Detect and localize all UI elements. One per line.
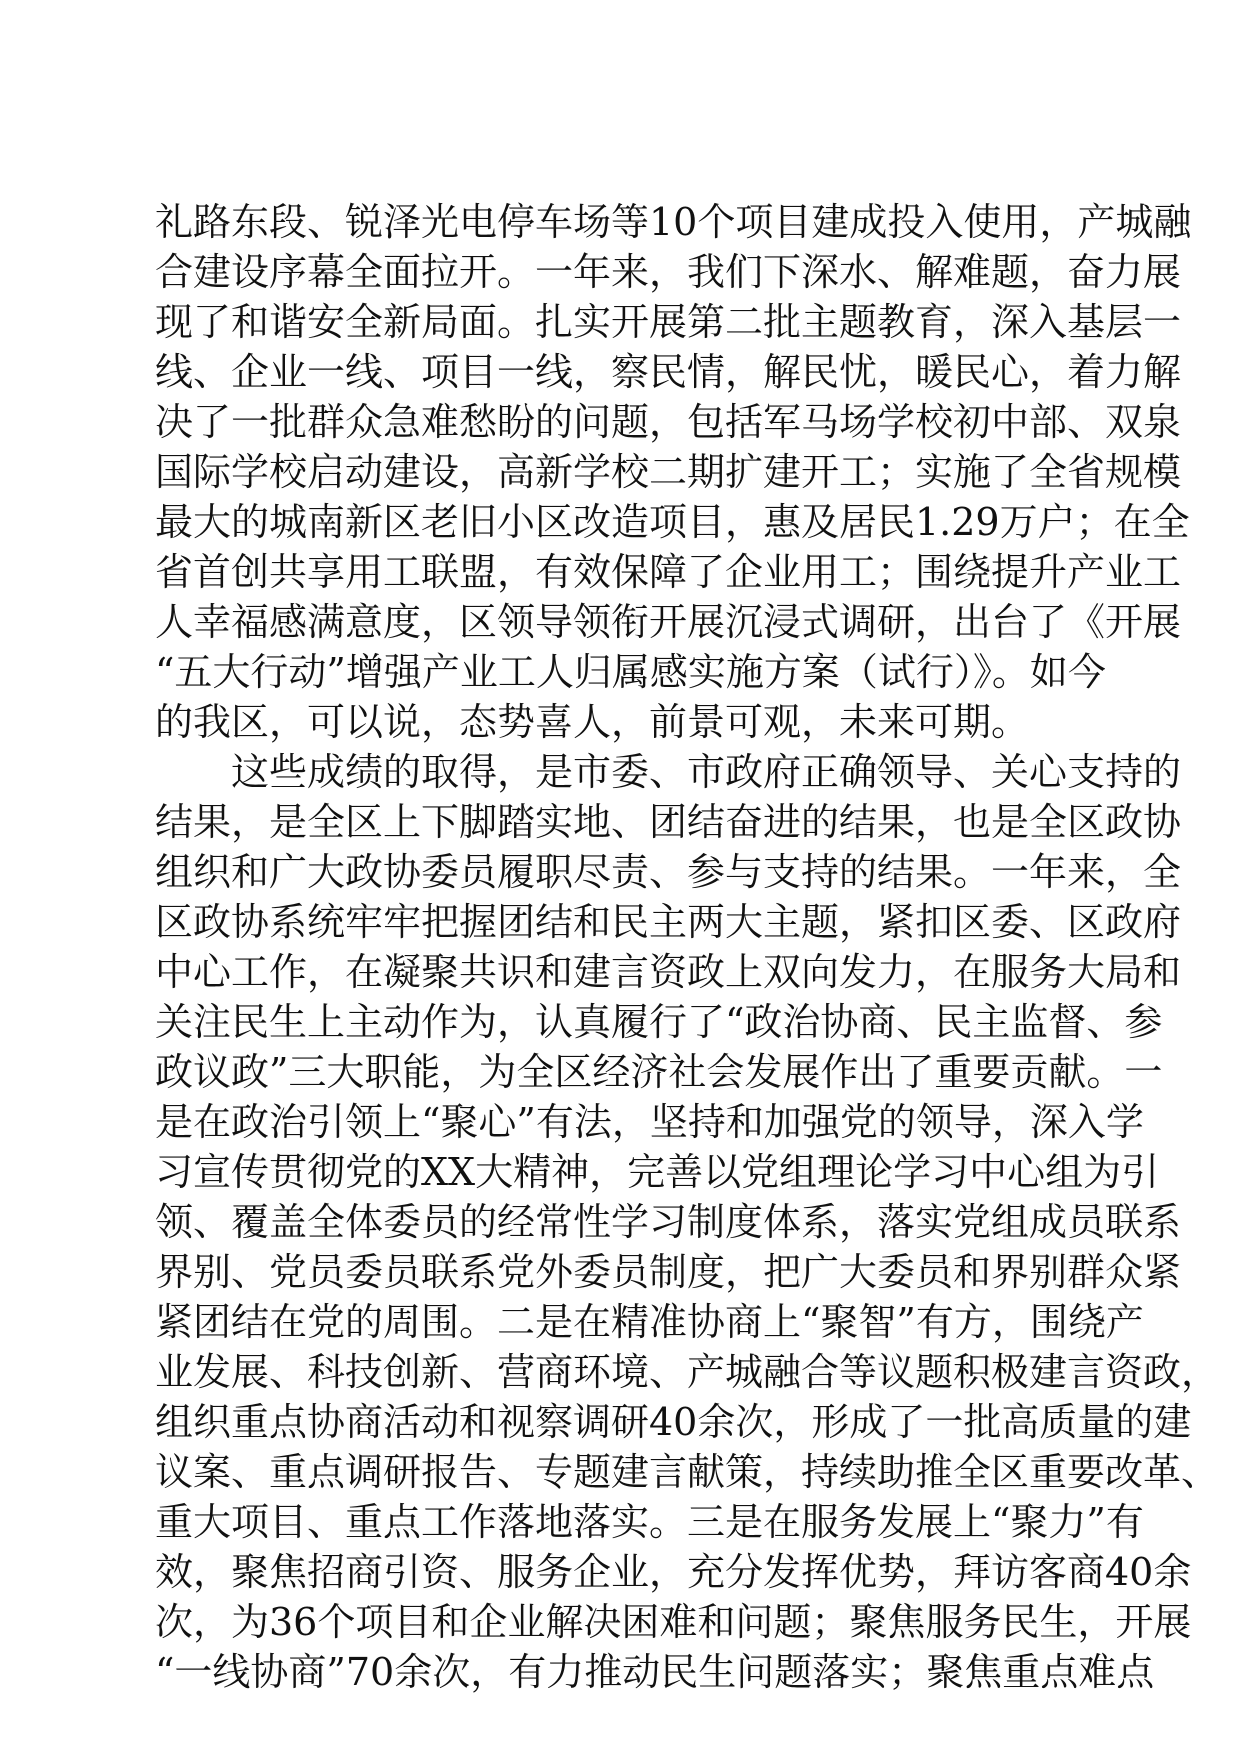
text-line: 国际学校启动建设，高新学校二期扩建开工；实施了全省规模	[155, 450, 1182, 494]
text-line: 这些成绩的取得，是市委、市政府正确领导、关心支持的	[155, 750, 1182, 794]
text-line: 界别、党员委员联系党外委员制度，把广大委员和界别群众紧	[155, 1250, 1182, 1294]
text-line: 业发展、科技创新、营商环境、产城融合等议题积极建言资政，	[155, 1350, 1220, 1394]
text-line: 议案、重点调研报告、专题建言献策，持续助推全区重要改革、	[155, 1450, 1220, 1494]
text-line: “五大行动”增强产业工人归属感实施方案（试行）》。如今	[155, 650, 1106, 694]
text-line: 政议政”三大职能，为全区经济社会发展作出了重要贡献。一	[155, 1050, 1163, 1094]
body-text	[155, 197, 1220, 1697]
text-line: 结果，是全区上下脚踏实地、团结奋进的结果，也是全区政协	[155, 800, 1182, 844]
text-line: 关注民生上主动作为，认真履行了“政治协商、民主监督、参	[155, 1000, 1163, 1044]
text-line: 最大的城南新区老旧小区改造项目，惠及居民1.29万户；在全	[155, 500, 1190, 544]
text-line: 紧团结在党的周围。二是在精准协商上“聚智”有方，围绕产	[155, 1300, 1144, 1344]
text-line: 效，聚焦招商引资、服务企业，充分发挥优势，拜访客商40余	[155, 1550, 1192, 1594]
text-line: 人幸福感满意度，区领导领衔开展沉浸式调研，出台了《开展	[155, 600, 1182, 644]
paragraph-1	[155, 197, 1192, 747]
text-line: 是在政治引领上“聚心”有法，坚持和加强党的领导，深入学	[155, 1100, 1144, 1144]
text-line: 重大项目、重点工作落地落实。三是在服务发展上“聚力”有	[155, 1500, 1144, 1544]
text-line: 中心工作，在凝聚共识和建言资政上双向发力，在服务大局和	[155, 950, 1182, 994]
text-line: 区政协系统牢牢把握团结和民主两大主题，紧扣区委、区政府	[155, 900, 1182, 944]
text-line: 组织重点协商活动和视察调研40余次，形成了一批高质量的建	[155, 1400, 1192, 1444]
text-line: 的我区，可以说，态势喜人，前景可观，未来可期。	[155, 700, 1030, 744]
paragraph-2	[155, 747, 1220, 1697]
text-line: 决了一批群众急难愁盼的问题，包括军马场学校初中部、双泉	[155, 400, 1182, 444]
text-line: 省首创共享用工联盟，有效保障了企业用工；围绕提升产业工	[155, 550, 1182, 594]
text-line: 次，为36个项目和企业解决困难和问题；聚焦服务民生，开展	[155, 1600, 1192, 1644]
text-line: 组织和广大政协委员履职尽责、参与支持的结果。一年来，全	[155, 850, 1182, 894]
text-line: 线、企业一线、项目一线，察民情，解民忧，暖民心，着力解	[155, 350, 1182, 394]
text-line: 合建设序幕全面拉开。一年来，我们下深水、解难题，奋力展	[155, 250, 1182, 294]
text-line: 习宣传贯彻党的XX大精神，完善以党组理论学习中心组为引	[155, 1150, 1160, 1194]
text-line: “一线协商”70余次，有力推动民生问题落实；聚焦重点难点	[155, 1650, 1155, 1694]
text-line: 现了和谐安全新局面。扎实开展第二批主题教育，深入基层一	[155, 300, 1182, 344]
text-line: 礼路东段、锐泽光电停车场等10个项目建成投入使用，产城融	[155, 200, 1192, 244]
text-line: 领、覆盖全体委员的经常性学习制度体系，落实党组成员联系	[155, 1200, 1182, 1244]
